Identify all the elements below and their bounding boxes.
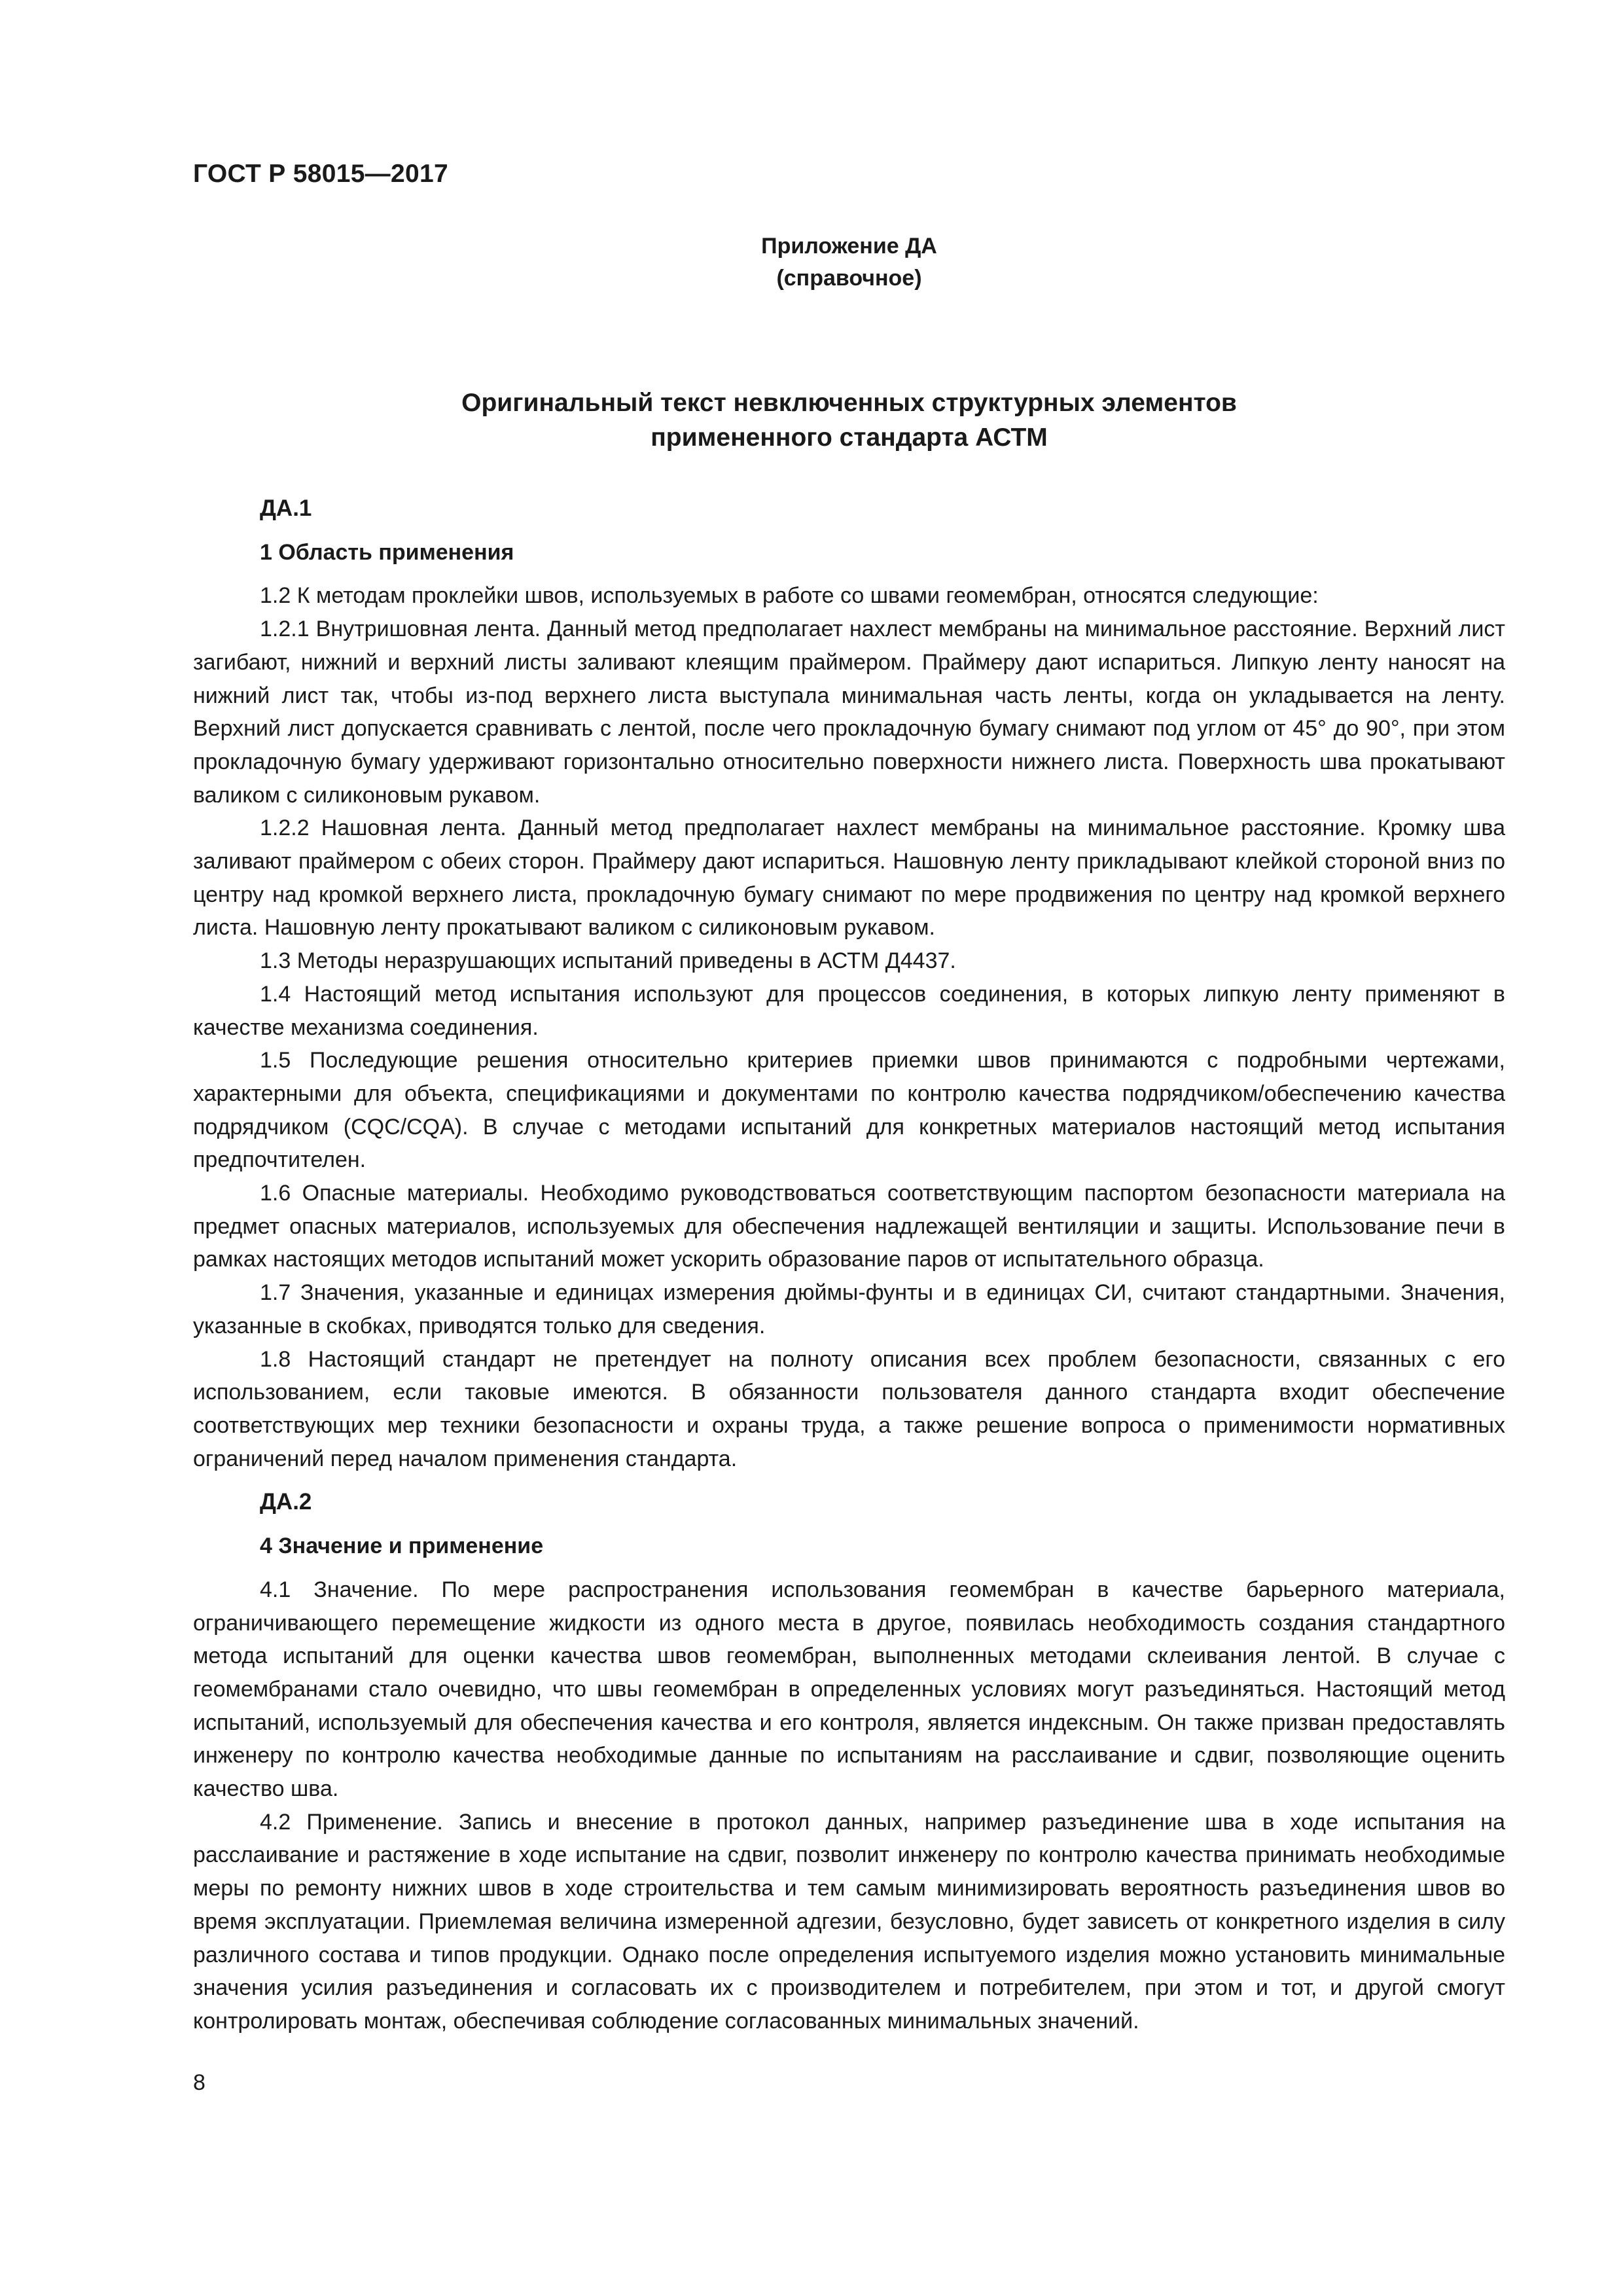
paragraph-1-2-1: 1.2.1 Внутришовная лента. Данный метод предполагает нахлест мембраны на минимальное расстояние. Верхний лист загибают, нижний и верхний листы заливают клеящим праймером. Праймеру дают испариться. Липкую ленту наносят на нижний лист так, чтобы из-под верхнего листа выступала минимальная часть ленты, когда он укладывается на ленту. Верхний лист допускается сравнивать с лентой, после чего прокладочную бумагу снимают под углом от 45° до 90°, при этом прокладочную бумагу удерживают горизонтально относительно поверхности нижнего листа. Поверхность шва прокатывают валиком с силиконовым рукавом. xyxy=(193,617,1505,808)
document-code-header: ГОСТ Р 58015—2017 xyxy=(193,160,448,188)
paragraph-1-6: 1.6 Опасные материалы. Необходимо руководствоваться соответствующим паспортом безопасности материала на предмет опасных материалов, используемых для обеспечения надлежащей вентиляции и защиты. Использование печи в рамках настоящих методов испытаний может ускорить образование паров от испытательного образца. xyxy=(193,1181,1505,1272)
section-code-da1: ДА.1 xyxy=(260,495,312,521)
paragraph-1-2: 1.2 К методам проклейки швов, используемых в работе со швами геомембран, относятся следующие: xyxy=(260,583,1319,609)
paragraph-1-4: 1.4 Настоящий метод испытания используют для процессов соединения, в которых липкую ленту применяют в качестве механизма соединения. xyxy=(193,981,1505,1040)
paragraph-1-5: 1.5 Последующие решения относительно критериев приемки швов принимаются с подробными чертежами, характерными для объекта, спецификациями и документами по контролю качества подрядчиком/обеспечению качества подрядчиком (CQC/CQA). В случае с методами испытаний для конкретных материалов настоящий метод испытания предпочтителен. xyxy=(193,1048,1505,1173)
appendix-label-block xyxy=(0,230,1623,295)
appendix-type: (справочное) xyxy=(776,266,922,291)
paragraph-1-7: 1.7 Значения, указанные и единицах измерения дюймы-фунты и в единицах СИ, считают стандартными. Значения, указанные в скобках, приводятся только для сведения. xyxy=(193,1280,1505,1338)
appendix-title-line-2: примененного стандарта АСТМ xyxy=(651,423,1048,452)
document-body xyxy=(193,492,1505,2038)
paragraph-4-2: 4.2 Применение. Запись и внесение в протокол данных, например разъединение шва в ходе испытания на расслаивание и растяжение в ходе испытание на сдвиг, позволит инженеру по контролю качества принимать необходимые меры по ремонту нижних швов в ходе строительства и тем самым минимизировать вероятность разъединения швов во время эксплуатации. Приемлемая величина измеренной адгезии, безусловно, будет зависеть от конкретного изделия в силу различного состава и типов продукции. Однако после определения испытуемого изделия можно установить минимальные значения усилия разъединения и согласовать их с производителем и потребителем, при этом и тот, и другой смогут контролировать монтаж, обеспечивая соблюдение согласованных минимальных значений. xyxy=(193,1809,1505,2034)
paragraph-1-8: 1.8 Настоящий стандарт не претендует на полноту описания всех проблем безопасности, связанных с его использованием, если таковые имеются. В обязанности пользователя данного стандарта входит обеспечение соответствующих мер техники безопасности и охраны труда, а также решение вопроса о применимости нормативных ограничений перед началом применения стандарта. xyxy=(193,1346,1505,1471)
appendix-title xyxy=(0,386,1623,455)
appendix-label: Приложение ДА xyxy=(761,234,937,259)
paragraph-1-3: 1.3 Методы неразрушающих испытаний приведены в АСТМ Д4437. xyxy=(260,948,956,974)
section-heading-scope: 1 Область применения xyxy=(260,539,514,565)
paragraph-4-1: 4.1 Значение. По мере распространения использования геомембран в качестве барьерного материала, ограничивающего перемещение жидкости из одного места в другое, появилась необходимость создания стандартного метода испытаний для оценки качества швов геомембран, выполненных методами склеивания лентой. В случае с геомембранами стало очевидно, что швы геомембран в определенных условиях могут разъединяться. Настоящий метод испытаний, используемый для обеспечения качества и его контроля, является индексным. Он также призван предоставлять инженеру по контролю качества необходимые данные по испытаниям на расслаивание и сдвиг, позволяющие оценить качество шва. xyxy=(193,1577,1505,1802)
paragraph-1-2-2: 1.2.2 Нашовная лента. Данный метод предполагает нахлест мембраны на минимальное расстояние. Кромку шва заливают праймером с обеих сторон. Праймеру дают испариться. Нашовную ленту прикладывают клейкой стороной вниз по центру над кромкой верхнего листа, прокладочную бумагу снимают по мере продвижения по центру над кромкой верхнего листа. Нашовную ленту прокатывают валиком с силиконовым рукавом. xyxy=(193,816,1505,941)
appendix-title-line-1: Оригинальный текст невключенных структурных элементов xyxy=(461,389,1237,417)
section-heading-significance: 4 Значение и применение xyxy=(260,1534,544,1559)
section-code-da2: ДА.2 xyxy=(260,1489,312,1515)
page-number: 8 xyxy=(193,2070,205,2095)
